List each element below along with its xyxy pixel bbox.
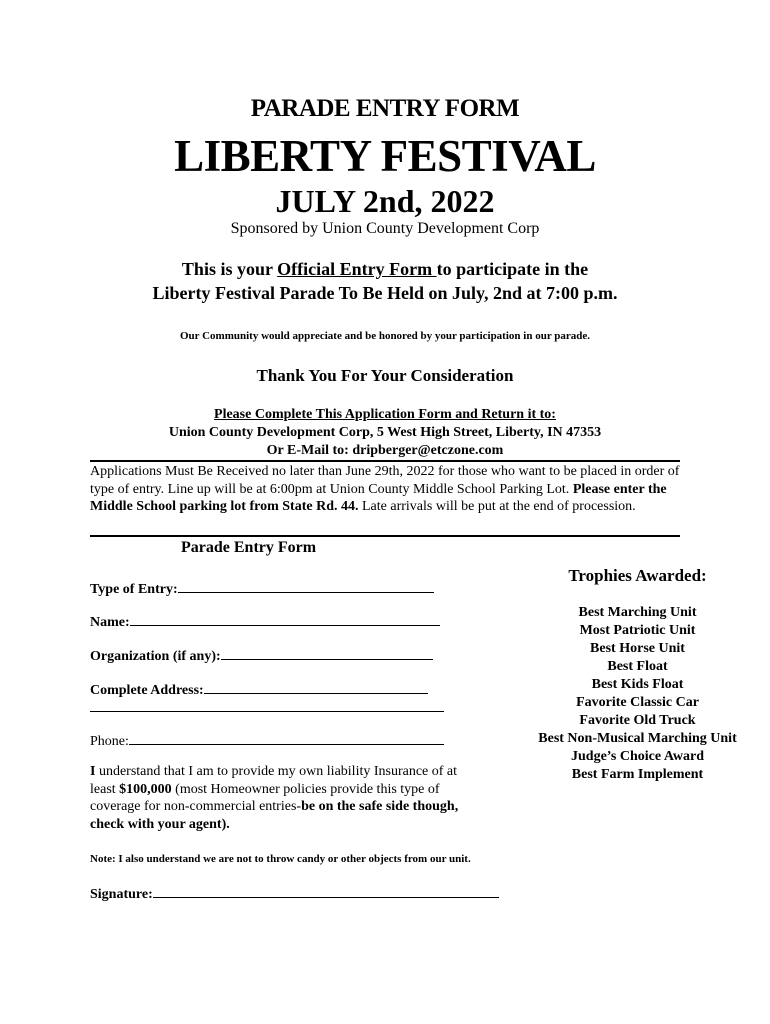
address-line-1[interactable] <box>204 679 428 694</box>
deadline-parking-note: Please enter the Middle School parking lot from State Rd. 44. <box>90 481 667 514</box>
entry-form-section-title: Parade Entry Form <box>181 539 317 556</box>
thank-you-heading: Thank You For Your Consideration <box>256 366 514 385</box>
trophy-item: Best Horse Unit <box>590 641 685 656</box>
signature-line[interactable] <box>153 883 499 898</box>
return-email: Or E-Mail to: dripberger@etczone.com <box>266 443 504 458</box>
signature-label: Signature: <box>90 887 153 902</box>
name-line[interactable] <box>130 611 440 626</box>
event-title: LIBERTY FESTIVAL <box>174 131 596 181</box>
event-date: JULY 2nd, 2022 <box>275 183 495 219</box>
trophy-item: Best Marching Unit <box>578 605 697 620</box>
community-note: Our Community would appreciate and be honored by your participation in our parade. <box>179 330 590 342</box>
type-of-entry-field[interactable] <box>90 578 434 599</box>
type-of-entry-line[interactable] <box>178 578 434 593</box>
phone-label: Phone: <box>90 734 129 749</box>
intro-prefix: This is your <box>181 259 278 279</box>
name-label: Name: <box>90 615 130 630</box>
phone-line[interactable] <box>129 730 444 745</box>
insurance-text-1: understand that I am to provide my own liability Insurance of at least <box>90 764 458 797</box>
trophy-item: Judge’s Choice Award <box>571 749 704 764</box>
address-field[interactable] <box>90 679 428 700</box>
address-label: Complete Address: <box>90 683 204 698</box>
insurance-amount: $100,000 <box>119 781 172 797</box>
divider-top <box>90 460 680 462</box>
trophy-item: Favorite Classic Car <box>576 695 699 710</box>
trophies-title: Trophies Awarded: <box>568 566 707 585</box>
trophy-item: Best Kids Float <box>591 677 684 692</box>
address-line-2[interactable] <box>90 711 444 712</box>
organization-label: Organization (if any): <box>90 649 221 664</box>
return-address: Union County Development Corp, 5 West High Street, Liberty, IN 47353 <box>168 425 602 440</box>
trophy-list <box>520 604 755 784</box>
intro-suffix: to participate in the <box>436 259 589 279</box>
form-title: PARADE ENTRY FORM <box>250 95 520 122</box>
signature-field[interactable] <box>90 883 499 904</box>
name-field[interactable] <box>90 611 440 632</box>
organization-line[interactable] <box>221 645 433 660</box>
insurance-bold-end: be on the safe side though, check with your agent). <box>90 799 459 832</box>
deadline-paragraph <box>90 463 682 516</box>
divider-bottom <box>90 535 680 537</box>
trophy-item: Favorite Old Truck <box>579 713 696 728</box>
organization-field[interactable] <box>90 645 433 666</box>
trophy-item: Best Non-Musical Marching Unit <box>538 731 737 746</box>
deadline-text-1: Applications Must Be Received no later than June 29th, 2022 for those who want to be placed in order of type of entry. Line up will be at 6:00pm at Union County Middle School Parking Lot. <box>90 464 680 497</box>
throw-note: Note: I also understand we are not to throw candy or other objects from our unit. <box>90 853 471 865</box>
trophy-item: Best Farm Implement <box>571 767 704 782</box>
intro-line-1 <box>0 258 770 280</box>
intro-line-2: Liberty Festival Parade To Be Held on July, 2nd at 7:00 p.m. <box>152 283 618 303</box>
return-heading: Please Complete This Application Form and Return it to: <box>214 407 556 422</box>
deadline-text-2: Late arrivals will be put at the end of procession. <box>358 499 636 514</box>
insurance-text-2: (most Homeowner policies provide this type of coverage for non-commercial entries- <box>90 781 440 814</box>
trophy-item: Most Patriotic Unit <box>579 623 696 638</box>
insurance-paragraph <box>90 763 485 833</box>
sponsor-line: Sponsored by Union County Development Corp <box>230 220 540 237</box>
type-of-entry-label: Type of Entry: <box>90 582 178 597</box>
insurance-first-letter: I <box>90 764 96 779</box>
trophy-item: Best Float <box>607 659 668 674</box>
official-entry-form-text: Official Entry Form <box>277 259 437 279</box>
phone-field[interactable] <box>90 730 444 751</box>
